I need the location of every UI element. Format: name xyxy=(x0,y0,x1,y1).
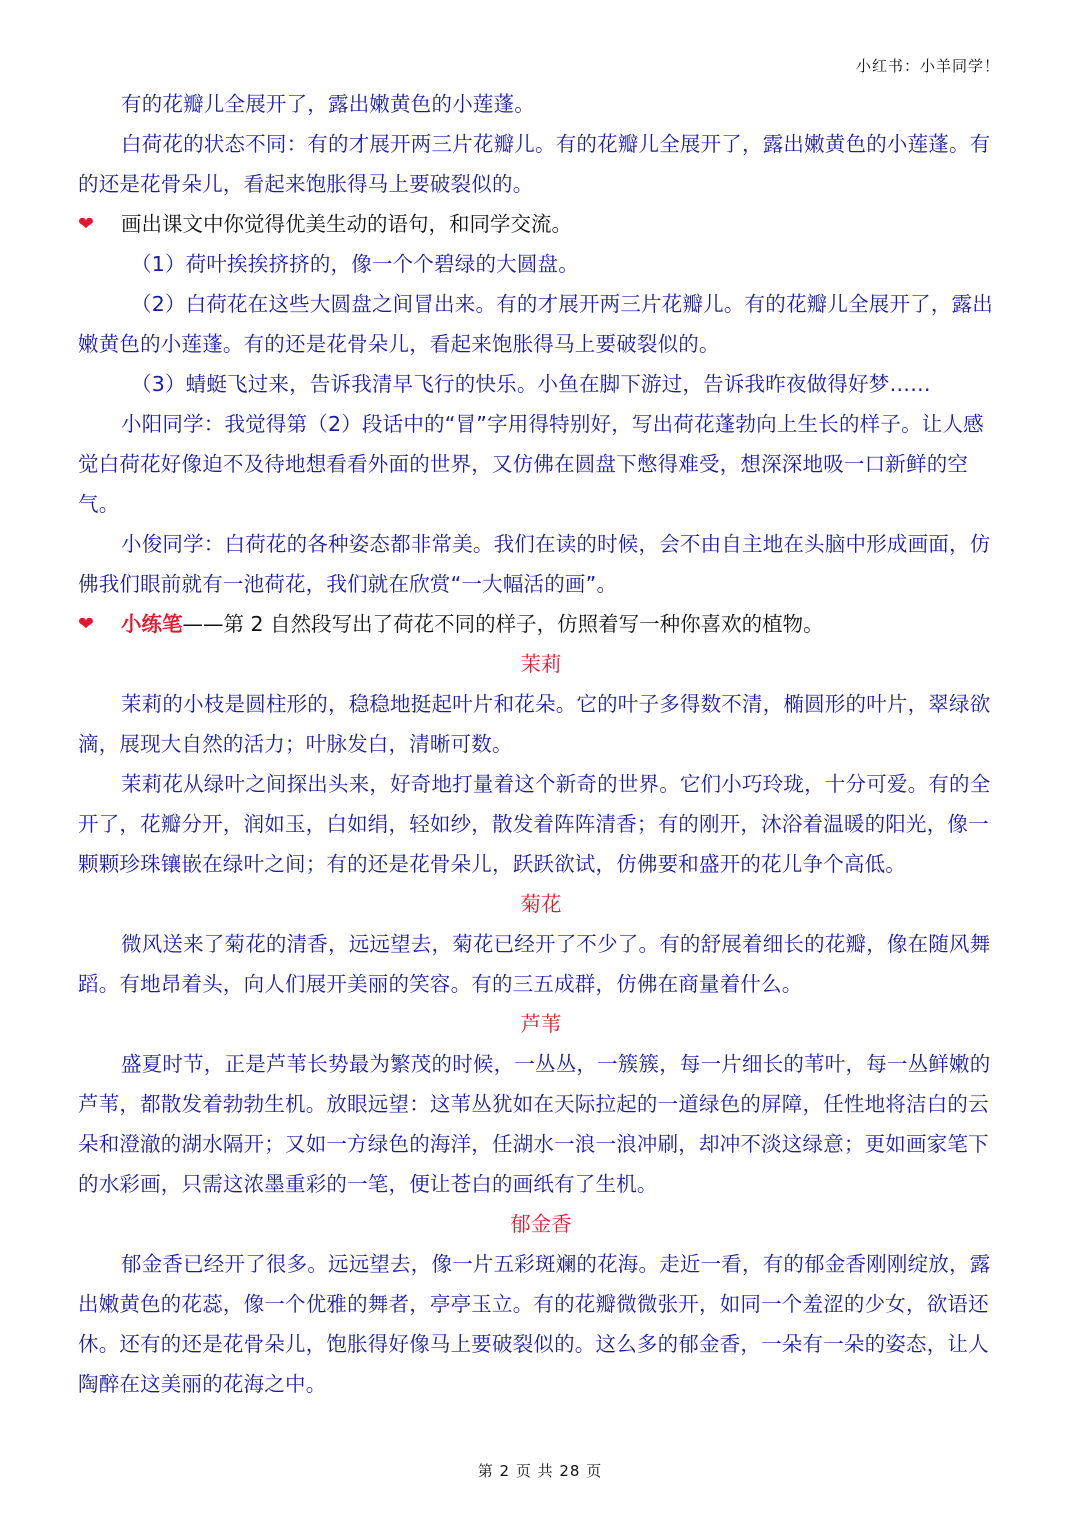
quote-sentence: （3）蜻蜓飞过来，告诉我清早飞行的快乐。小鱼在脚下游过，告诉我昨夜做得好梦…… xyxy=(131,372,931,396)
heart-icon: ❤ xyxy=(78,213,94,235)
paragraph: 微风送来了菊花的清香，远远望去，菊花已经开了不少了。有的舒展着细长的花瓣，像在随风舞蹈。有地昂着头，向人们展开美丽的笑容。有的三五成群，仿佛在商量着什么。 xyxy=(78,932,991,996)
task-item xyxy=(78,204,1004,244)
task-label: 小练笔 xyxy=(121,612,183,636)
task-text: 画出课文中你觉得优美生动的语句，和同学交流。 xyxy=(121,212,572,236)
section-title: 茉莉 xyxy=(520,652,562,676)
quote-sentence: （1）荷叶挨挨挤挤的，像一个个碧绿的大圆盘。 xyxy=(131,252,579,276)
page-header: 小红书：小羊同学！ xyxy=(855,57,1000,75)
quote-sentence: （2）白荷花在这些大圆盘之间冒出来。有的才展开两三片花瓣儿。有的花瓣儿全展开了，露出嫩黄色的小莲蓬。有的还是花骨朵儿，看起来饱胀得马上要破裂似的。 xyxy=(78,292,993,356)
document-body xyxy=(78,84,1004,1404)
paragraph: 白荷花的状态不同：有的才展开两三片花瓣儿。有的花瓣儿全展开了，露出嫩黄色的小莲蓬。有的还是花骨朵儿，看起来饱胀得马上要破裂似的。 xyxy=(78,132,991,196)
section-title: 芦苇 xyxy=(520,1012,562,1036)
paragraph: 有的花瓣儿全展开了，露出嫩黄色的小莲蓬。 xyxy=(121,92,535,116)
heart-icon: ❤ xyxy=(78,613,94,635)
paragraph: 茉莉的小枝是圆柱形的，稳稳地挺起叶片和花朵。它的叶子多得数不清，椭圆形的叶片，翠绿欲滴，展现大自然的活力；叶脉发白，清晰可数。 xyxy=(78,692,991,756)
task-text: ——第 2 自然段写出了荷花不同的样子，仿照着写一种你喜欢的植物。 xyxy=(182,612,824,636)
section-title: 郁金香 xyxy=(510,1212,572,1236)
student-comment: 小俊同学：白荷花的各种姿态都非常美。我们在读的时候，会不由自主地在头脑中形成画面，仿佛我们眼前就有一池荷花，我们就在欣赏“一大幅活的画”。 xyxy=(78,532,991,596)
section-title: 菊花 xyxy=(520,892,562,916)
paragraph: 茉莉花从绿叶之间探出头来，好奇地打量着这个新奇的世界。它们小巧玲珑，十分可爱。有的全开了，花瓣分开，润如玉，白如绢，轻如纱，散发着阵阵清香；有的刚开，沐浴着温暖的阳光，像一颗颗珍珠镶嵌在绿叶之间；有的还是花骨朵儿，跃跃欲试，仿佛要和盛开的花儿争个高低。 xyxy=(78,772,991,876)
task-item xyxy=(78,604,1004,644)
student-comment: 小阳同学：我觉得第（2）段话中的“冒”字用得特别好，写出荷花蓬勃向上生长的样子。让人感觉白荷花好像迫不及待地想看看外面的世界，又仿佛在圆盘下憋得难受，想深深地吸一口新鲜的空气。 xyxy=(78,412,984,516)
page-footer: 第 2 页 共 28 页 xyxy=(477,1462,603,1480)
paragraph: 盛夏时节，正是芦苇长势最为繁茂的时候，一丛丛，一簇簇，每一片细长的苇叶，每一丛鲜嫩的芦苇，都散发着勃勃生机。放眼远望：这苇丛犹如在天际拉起的一道绿色的屏障，任性地将洁白的云朵和澄澈的湖水隔开；又如一方绿色的海洋，任湖水一浪一浪冲刷，却冲不淡这绿意；更如画家笔下的水彩画，只需这浓墨重彩的一笔，便让苍白的画纸有了生机。 xyxy=(78,1052,991,1196)
paragraph: 郁金香已经开了很多。远远望去，像一片五彩斑斓的花海。走近一看，有的郁金香刚刚绽放，露出嫩黄色的花蕊，像一个优雅的舞者，亭亭玉立。有的花瓣微微张开，如同一个羞涩的少女，欲语还休。还有的还是花骨朵儿，饱胀得好像马上要破裂似的。这么多的郁金香，一朵有一朵的姿态，让人陶醉在这美丽的花海之中。 xyxy=(78,1252,991,1396)
